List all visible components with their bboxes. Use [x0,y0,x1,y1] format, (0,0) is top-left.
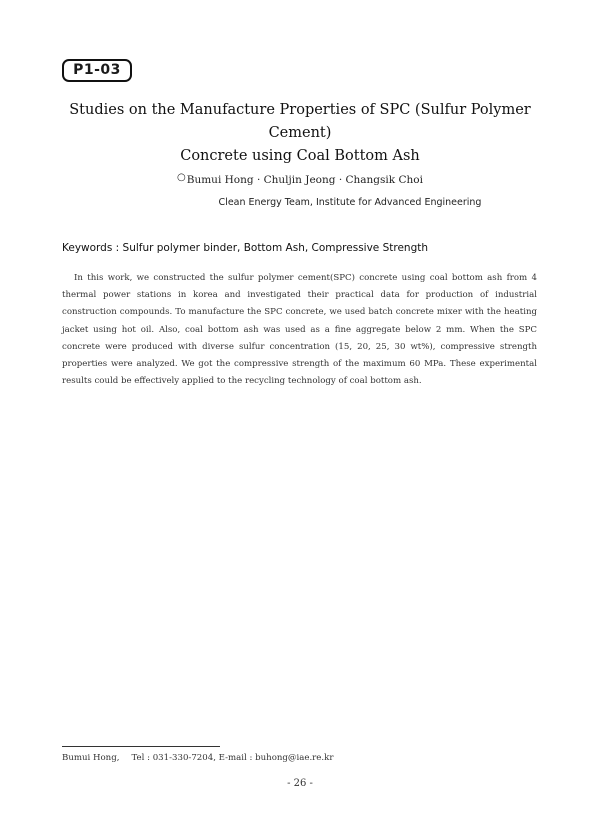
title-line-2: Concrete using Coal Bottom Ash [180,148,420,164]
footnote-divider [62,746,220,747]
affiliation: Clean Energy Team, Institute for Advanced Engineering [218,197,482,208]
footnote-author: Bumui Hong, [62,753,120,763]
keywords: Keywords : Sulfur polymer binder, Bottom Ash, Compressive Strength [62,242,429,254]
page-number: - 26 - [287,778,313,789]
footnote [62,753,333,763]
paper-title [40,99,560,168]
session-badge: P1-03 [62,59,132,82]
author-list [0,174,600,186]
presenter-mark-icon: ○ [177,172,186,183]
footnote-contact: Tel : 031-330-7204, E-mail : buhong@iae.re.kr [131,753,334,763]
title-line-1: Studies on the Manufacture Properties of SPC (Sulfur Polymer Cement) [69,102,531,141]
abstract-text: In this work, we constructed the sulfur polymer cement(SPC) concrete using coal bottom ash from 4 thermal power stations in korea and investigated their practical data for production of industrial construction compounds. To manufacture the SPC concrete, we used batch concrete mixer with the heating jacket using hot oil. Also, coal bottom ash was used as a fine aggregate below 2 mm. When the SPC concrete were produced with diverse sulfur concentration (15, 20, 25, 30 wt%), compressive strength properties were analyzed. We got the compressive strength of the maximum 60 MPa. These experimental results could be effectively applied to the recycling technology of coal bottom ash. [62,273,537,387]
author-names: Bumui Hong · Chuljin Jeong · Changsik Choi [186,174,423,186]
